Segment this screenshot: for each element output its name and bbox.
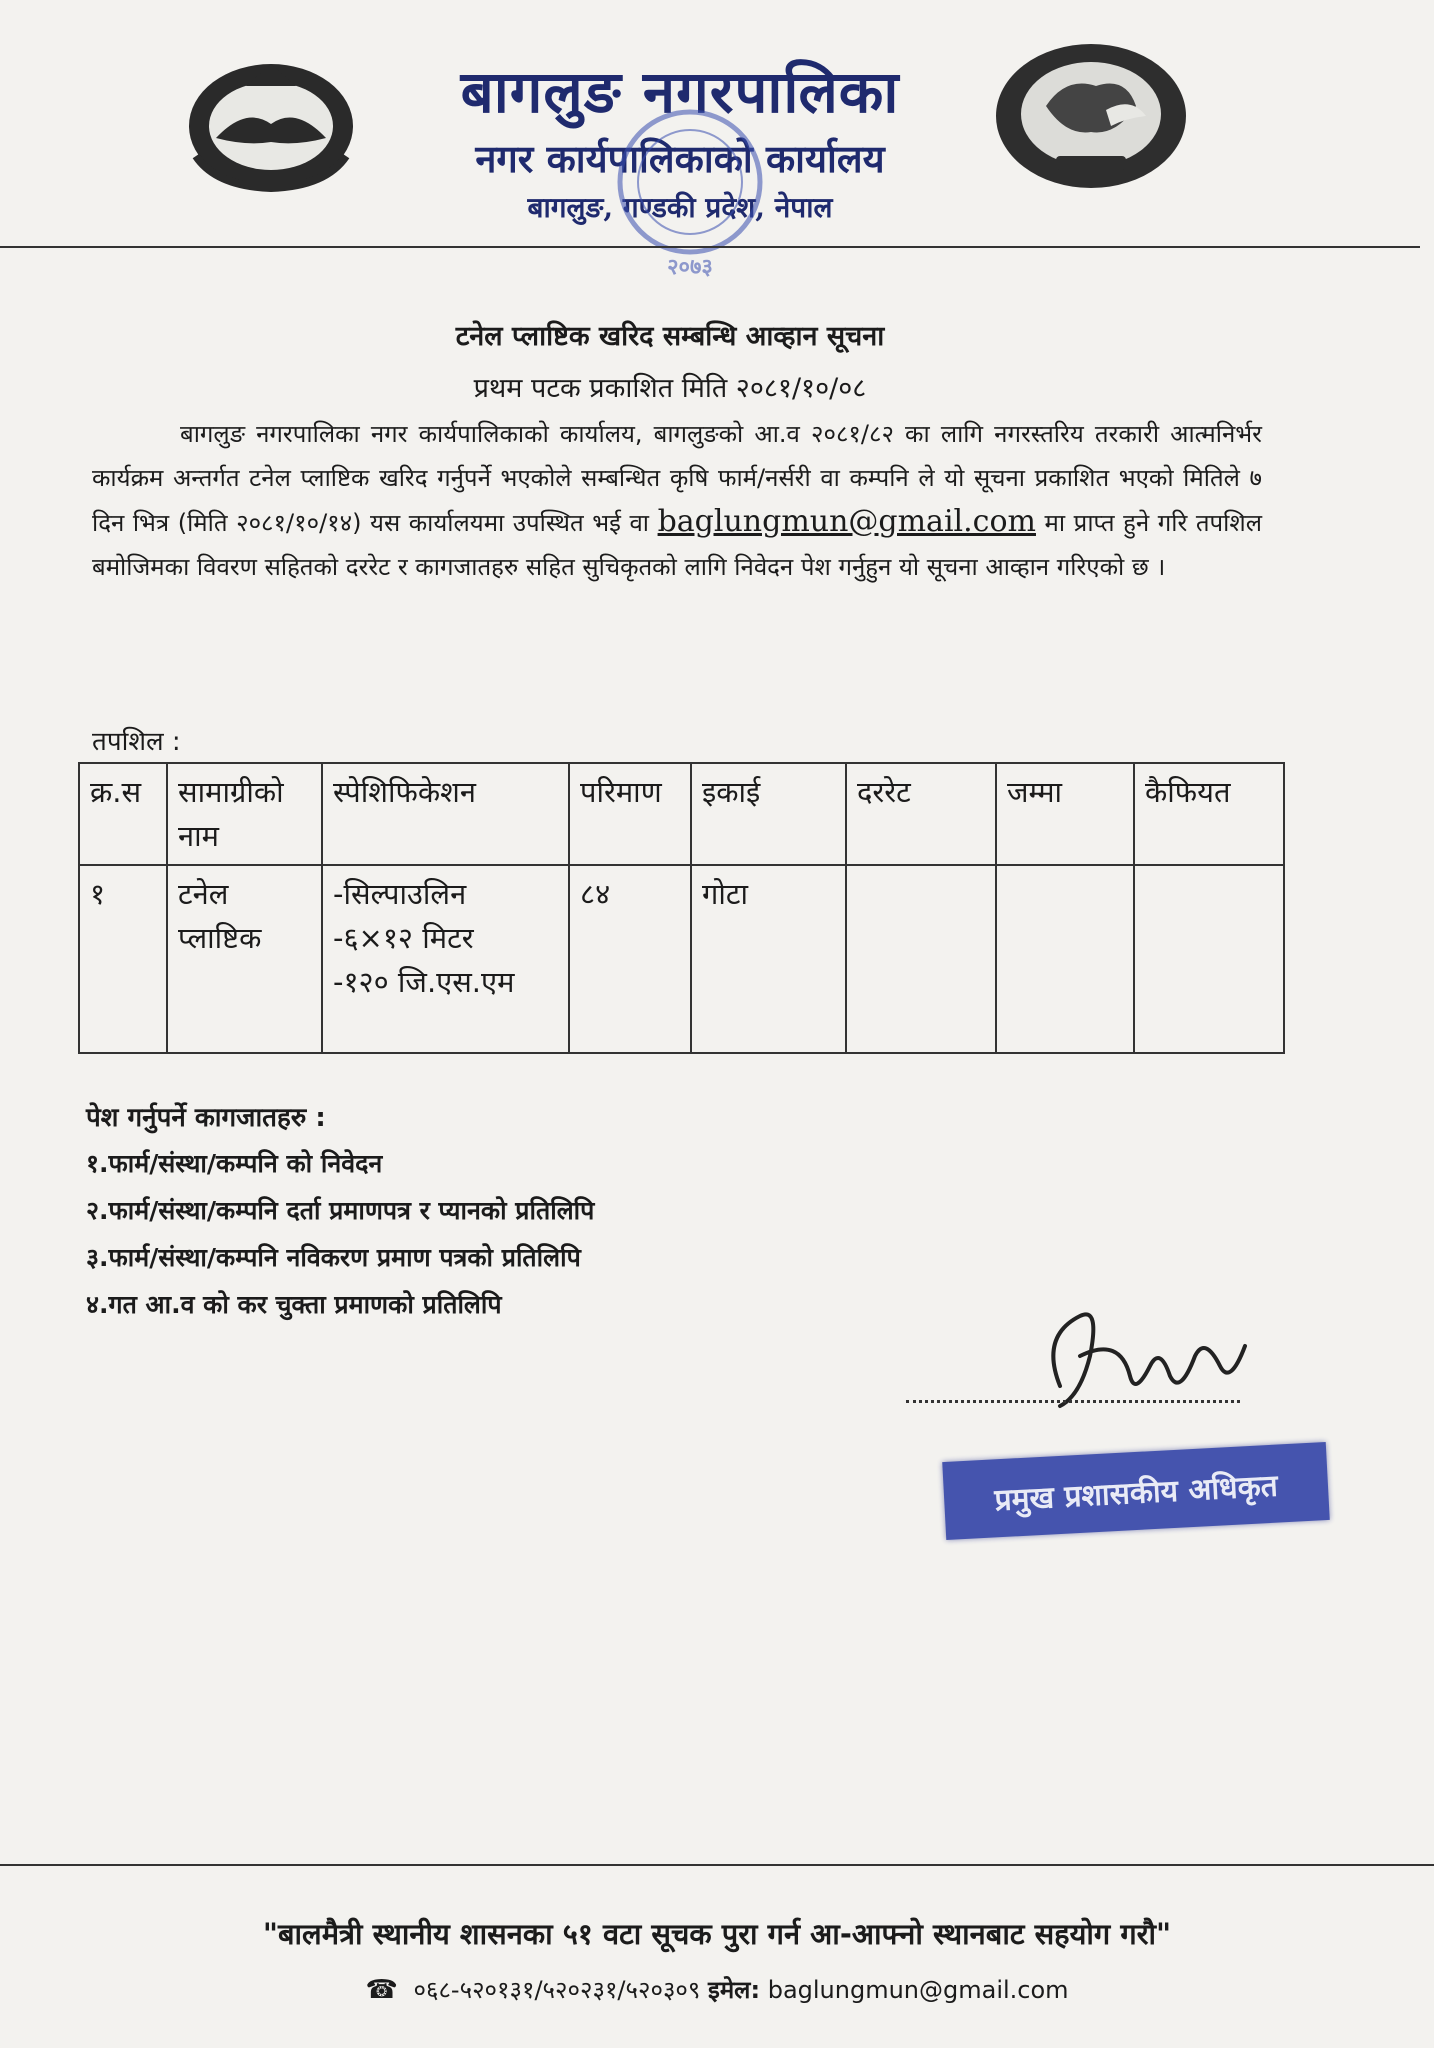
col-header-remarks: कैफियत <box>1134 763 1284 865</box>
municipality-logo-icon <box>986 36 1196 196</box>
cell-qty: ८४ <box>569 865 691 1053</box>
items-table <box>78 762 1285 1054</box>
notice-body-part2: मा प्राप्त हुने गरि तपशिल बमोजिमका विवरण सहितको दररेट र कागजातहरु सहित सुचिकृतको लागि निवेदन पेश गर्नुहुन यो सूचना आव्हान गरिएको छ । <box>92 509 1262 581</box>
official-stamp <box>942 1442 1330 1540</box>
notice-title: टनेल प्लाष्टिक खरिद सम्बन्धि आव्हान सूचना <box>455 321 885 352</box>
spec-line: -सिल्पाउलिन <box>333 877 467 911</box>
header-divider <box>0 246 1420 248</box>
col-header-item: सामाग्रीको नाम <box>167 763 322 865</box>
footer-slogan: "बालमैत्री स्थानीय शासनका ५१ वटा सूचक पुरा गर्न आ-आफ्नो स्थानबाट सहयोग गरौ" <box>262 1917 1172 1951</box>
cell-spec <box>322 865 569 1053</box>
list-item: ४.गत आ.व को कर चुक्ता प्रमाणको प्रतिलिपि <box>86 1290 502 1319</box>
notice-body <box>92 412 1262 589</box>
documents-list <box>86 1140 594 1328</box>
cell-sn: १ <box>79 865 167 1053</box>
list-item: ३.फार्म/संस्था/कम्पनि नविकरण प्रमाण पत्रको प्रतिलिपि <box>86 1243 581 1272</box>
col-header-unit: इकाई <box>691 763 846 865</box>
office-seal-icon <box>590 92 790 292</box>
spec-line: -६×१२ मिटर <box>333 921 474 955</box>
col-header-qty: परिमाण <box>569 763 691 865</box>
list-item: २.फार्म/संस्था/कम्पनि दर्ता प्रमाणपत्र र प्यानको प्रतिलिपि <box>86 1196 595 1225</box>
table-row <box>79 865 1284 1053</box>
stamp-text: प्रमुख प्रशासकीय अधिकृत <box>993 1468 1279 1518</box>
footer-contact <box>0 1973 1434 2006</box>
cell-item: टनेल प्लाष्टिक <box>167 865 322 1053</box>
cell-unit: गोटा <box>691 865 846 1053</box>
signature-mark <box>1020 1296 1260 1426</box>
table-header-row <box>79 763 1284 865</box>
office-subtitle: नगर कार्यपालिकाको कार्यालय <box>475 136 885 181</box>
list-item: १.फार्म/संस्था/कम्पनि को निवेदन <box>86 1149 383 1178</box>
seal-year: २०७३ <box>667 255 713 280</box>
footer-phone: ०६८-५२०१३१/५२०२३१/५२०३०९ <box>413 1976 701 2004</box>
footer-email[interactable]: baglungmun@gmail.com <box>767 1976 1069 2004</box>
municipality-title: बागलुङ नगरपालिका <box>460 58 900 126</box>
cell-rate <box>846 865 996 1053</box>
details-label: तपशिल : <box>92 727 181 757</box>
cell-remarks <box>1134 865 1284 1053</box>
footer-email-label: इमेल: <box>708 1976 761 2004</box>
documents-heading: पेश गर्नुपर्ने कागजातहरु : <box>86 1103 326 1133</box>
notice-body-part1: बागलुङ नगरपालिका नगर कार्यपालिकाको कार्यालय, बागलुङको आ.व २०८१/८२ का लागि नगरस्तरिय तरकारी आत्मनिर्भर कार्यक्रम अन्तर्गत टनेल प्लाष्टिक खरिद गर्नुपर्ने भएकोले सम्बन्धित कृषि फार्म/नर्सरी वा कम्पनि ले यो सूचना प्रकाशित भएको मितिले ७ दिन भित्र (मिति २०८१/१०/१४) यस कार्यालयमा उपस्थित भई वा <box>92 420 1262 537</box>
footer-divider <box>0 1864 1434 1866</box>
notice-email-link[interactable]: baglungmun@gmail.com <box>657 504 1036 539</box>
cell-total <box>996 865 1134 1053</box>
col-header-total: जम्मा <box>996 763 1134 865</box>
col-header-rate: दररेट <box>846 763 996 865</box>
nepal-emblem-icon <box>176 46 366 196</box>
col-header-sn: क्र.स <box>79 763 167 865</box>
phone-icon: ☎ <box>365 1975 398 2005</box>
col-header-spec: स्पेशिफिकेशन <box>322 763 569 865</box>
publish-date-line: प्रथम पटक प्रकाशित मिति २०८१/१०/०८ <box>473 373 867 404</box>
signature-line <box>906 1400 1240 1403</box>
spec-line: -१२० जि.एस.एम <box>333 965 515 999</box>
office-address: बागलुङ, गण्डकी प्रदेश, नेपाल <box>527 191 833 224</box>
